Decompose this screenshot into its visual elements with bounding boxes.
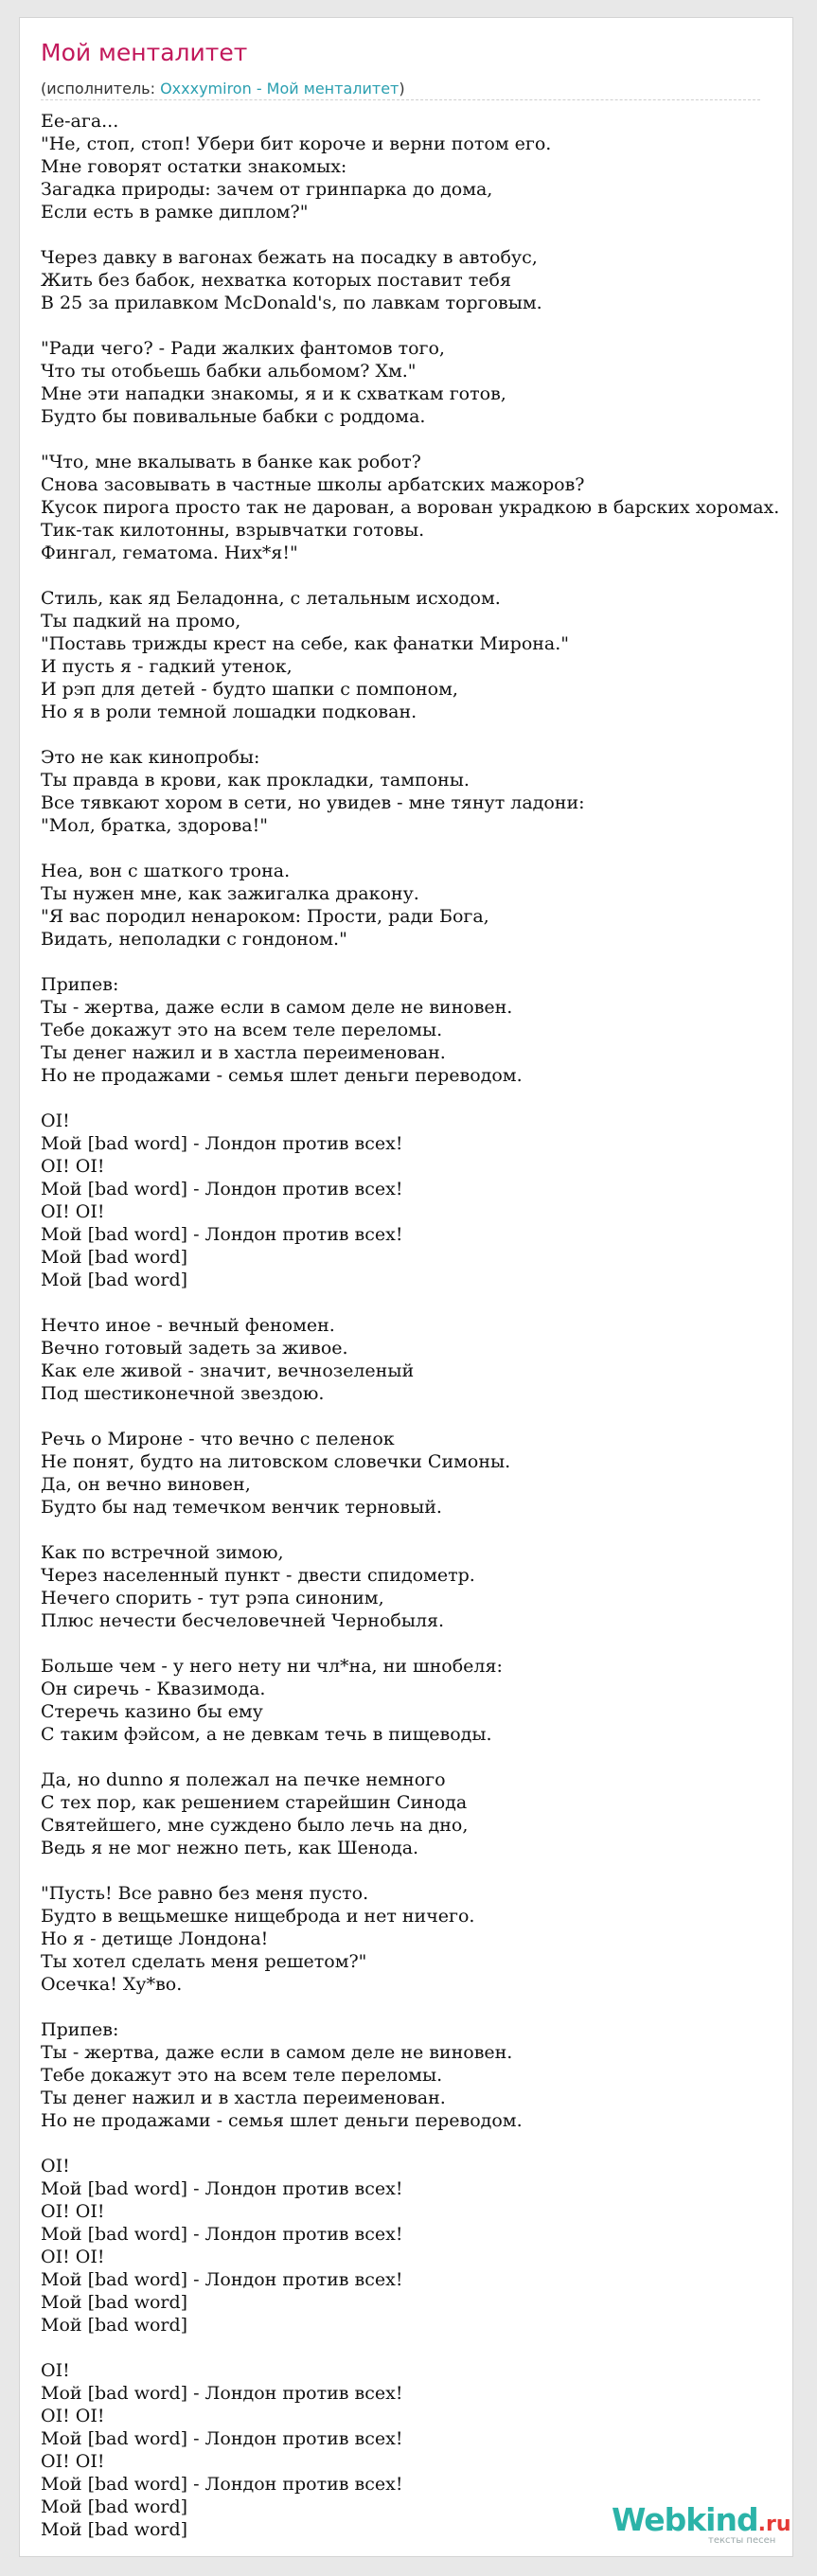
stanza-break: [41, 837, 798, 860]
lyric-line: OI!: [41, 2156, 70, 2176]
lyric-line: Тебе докажут это на всем теле переломы.: [41, 2065, 443, 2086]
lyric-line: Ты нужен мне, как зажигалка дракону.: [41, 883, 419, 904]
lyric-line: Мой [bad word] - Лондон против всех!: [41, 2428, 403, 2449]
lyric-line: Мой [bad word]: [41, 1247, 188, 1268]
lyric-line: OI! OI!: [41, 2247, 105, 2267]
lyric-line: Ты - жертва, даже если в самом деле не виновен.: [41, 2042, 513, 2063]
stanza-break: [41, 428, 798, 451]
stanza-break: [41, 1859, 798, 1882]
lyric-line: Мой [bad word]: [41, 2292, 188, 2313]
lyric-line: Мой [bad word]: [41, 1270, 188, 1290]
lyric-line: Плюс нечести бесчеловечней Чернобыля.: [41, 1610, 445, 1631]
artist-song-link[interactable]: Oxxxymiron - Мой менталитет: [160, 80, 400, 98]
logo-word: Webkind: [612, 2501, 758, 2538]
lyric-line: Нечего спорить - тут рэпа синоним,: [41, 1588, 384, 1608]
lyric-line: Стиль, как яд Беладонна, с летальным исходом.: [41, 588, 501, 609]
lyric-line: Ты - жертва, даже если в самом деле не виновен.: [41, 997, 513, 1018]
stanza-break: [41, 1291, 798, 1314]
lyric-line: Но не продажами - семья шлет деньги переводом.: [41, 2110, 523, 2131]
stanza-break: [41, 723, 798, 746]
stanza-break: [41, 564, 798, 587]
lyric-line: Да, он вечно виновен,: [41, 1474, 251, 1495]
lyric-line: OI! OI!: [41, 1201, 105, 1222]
stanza-break: [41, 1996, 798, 2018]
stanza-break: [41, 314, 798, 337]
lyric-line: Мой [bad word] - Лондон против всех!: [41, 2474, 403, 2495]
lyric-line: Все тявкают хором в сети, но увидев - мне тянут ладони:: [41, 792, 585, 813]
lyric-line: Ее-ага...: [41, 111, 119, 132]
lyric-line: Будто бы повивальные бабки с роддома.: [41, 406, 426, 427]
artist-line: [41, 80, 760, 100]
lyric-line: Мой [bad word] - Лондон против всех!: [41, 2383, 403, 2404]
lyric-line: И пусть я - гадкий утенок,: [41, 656, 293, 677]
lyric-line: "Не, стоп, стоп! Убери бит короче и верни потом его.: [41, 133, 552, 154]
lyric-line: С таким фэйсом, а не девкам течь в пищеводы.: [41, 1724, 492, 1745]
lyric-line: "Я вас породил ненароком: Прости, ради Бога,: [41, 906, 489, 927]
logo-tld: .ru: [757, 2513, 791, 2536]
page-title: Мой менталитет: [41, 39, 248, 66]
lyric-line: Снова засовывать в частные школы арбатских мажоров?: [41, 474, 585, 495]
lyric-line: Видать, неполадки с гондоном.": [41, 929, 347, 950]
stanza-break: [41, 950, 798, 973]
stanza-break: [41, 2132, 798, 2155]
lyric-line: OI!: [41, 1110, 70, 1131]
lyric-line: Будто в вещьмешке нищеброда и нет ничего.: [41, 1906, 475, 1927]
lyrics-card: [19, 17, 793, 2557]
lyric-line: Ведь я не мог нежно петь, как Шенода.: [41, 1838, 419, 1858]
lyric-line: Жить без бабок, нехватка которых поставит тебя: [41, 270, 511, 291]
lyric-line: Он сиречь - Квазимода.: [41, 1679, 266, 1699]
lyric-line: Фингал, гематома. Них*я!": [41, 542, 298, 563]
lyric-line: Осечка! Ху*во.: [41, 1974, 183, 1995]
lyric-line: Мой [bad word]: [41, 2496, 188, 2517]
lyric-line: Тебе докажут это на всем теле переломы.: [41, 1020, 443, 1040]
lyric-line: Через населенный пункт - двести спидометр.: [41, 1565, 475, 1586]
lyric-line: Мой [bad word]: [41, 2315, 188, 2336]
lyric-line: "Мол, братка, здорова!": [41, 815, 269, 836]
lyric-line: Стеречь казино бы ему: [41, 1701, 263, 1722]
lyric-line: OI!: [41, 2360, 70, 2381]
lyric-line: Ты падкий на промо,: [41, 611, 241, 631]
stanza-break: [41, 1746, 798, 1768]
lyric-line: Речь о Мироне - что вечно с пеленок: [41, 1429, 395, 1449]
artist-prefix: (исполнитель:: [41, 80, 161, 98]
lyric-line: Что ты отобьешь бабки альбомом? Хм.": [41, 361, 417, 382]
lyric-line: OI! OI!: [41, 1156, 105, 1177]
lyric-line: Как по встречной зимою,: [41, 1542, 284, 1563]
lyric-line: Мой [bad word] - Лондон против всех!: [41, 1179, 403, 1199]
lyric-line: Неа, вон с шаткого трона.: [41, 861, 291, 881]
lyric-line: Да, но dunno я полежал на печке немного: [41, 1769, 446, 1790]
lyric-line: Но я - детище Лондона!: [41, 1928, 269, 1949]
lyric-line: Нечто иное - вечный феномен.: [41, 1315, 335, 1336]
lyric-line: Не понят, будто на литовском словечки Симоны.: [41, 1451, 511, 1472]
lyric-line: Как еле живой - значит, вечнозеленый: [41, 1360, 415, 1381]
lyric-line: Припев:: [41, 2019, 119, 2040]
lyric-line: Мне эти нападки знакомы, я и к схваткам готов,: [41, 383, 506, 404]
lyric-line: Мой [bad word] - Лондон против всех!: [41, 2224, 403, 2245]
lyric-line: Больше чем - у него нету ни чл*на, ни шнобеля:: [41, 1656, 503, 1677]
webkind-logo[interactable]: [612, 2501, 801, 2546]
artist-suffix: ): [399, 80, 405, 98]
lyric-line: Но я в роли темной лошадки подкован.: [41, 702, 417, 722]
stanza-break: [41, 1087, 798, 1110]
lyric-line: Загадка природы: зачем от гринпарка до дома,: [41, 179, 493, 200]
lyric-line: Мой [bad word] - Лондон против всех!: [41, 2269, 403, 2290]
lyric-line: "Пусть! Все равно без меня пусто.: [41, 1883, 369, 1904]
lyric-line: Через давку в вагонах бежать на посадку в автобус,: [41, 247, 538, 268]
lyric-line: Мой [bad word]: [41, 2519, 188, 2540]
stanza-break: [41, 1405, 798, 1428]
lyric-line: Ты правда в крови, как прокладки, тампоны.: [41, 770, 470, 791]
lyric-line: Вечно готовый задеть за живое.: [41, 1338, 348, 1359]
lyric-line: OI! OI!: [41, 2451, 105, 2472]
lyric-line: Мне говорят остатки знакомых:: [41, 156, 347, 177]
lyric-line: Кусок пирога просто так не дарован, а ворован украдкою в барских хоромах.: [41, 497, 780, 518]
lyric-line: Мой [bad word] - Лондон против всех!: [41, 1224, 403, 1245]
lyric-line: OI! OI!: [41, 2201, 105, 2222]
lyric-line: Но не продажами - семья шлет деньги переводом.: [41, 1065, 523, 1086]
lyric-line: "Поставь трижды крест на себе, как фанатки Мирона.": [41, 633, 570, 654]
lyric-line: Святейшего, мне суждено было лечь на дно,: [41, 1815, 469, 1836]
lyric-line: OI! OI!: [41, 2406, 105, 2426]
lyric-line: Если есть в рамке диплом?": [41, 202, 309, 222]
lyric-line: В 25 за прилавком McDonald's, по лавкам торговым.: [41, 293, 542, 313]
lyric-line: Ты хотел сделать меня решетом?": [41, 1951, 367, 1972]
lyric-line: Тик-так килотонны, взрывчатки готовы.: [41, 520, 425, 541]
stanza-break: [41, 1632, 798, 1655]
lyric-line: "Что, мне вкалывать в банке как робот?: [41, 452, 421, 472]
lyrics-text: [41, 110, 798, 2541]
lyric-line: Это не как кинопробы:: [41, 747, 260, 768]
lyric-line: Ты денег нажил и в хастла переименован.: [41, 2087, 446, 2108]
lyric-line: Ты денег нажил и в хастла переименован.: [41, 1042, 446, 1063]
stanza-break: [41, 1519, 798, 1541]
lyric-line: "Ради чего? - Ради жалких фантомов того,: [41, 338, 445, 359]
lyric-line: Мой [bad word] - Лондон против всех!: [41, 1133, 403, 1154]
lyric-line: Припев:: [41, 974, 119, 995]
lyric-line: С тех пор, как решением старейшин Синода: [41, 1792, 468, 1813]
stanza-break: [41, 2336, 798, 2359]
stanza-break: [41, 223, 798, 246]
logo-tagline: тексты песен: [708, 2535, 776, 2546]
lyric-line: Будто бы над темечком венчик терновый.: [41, 1497, 442, 1518]
lyric-line: И рэп для детей - будто шапки с помпоном,: [41, 679, 458, 700]
lyric-line: Под шестиконечной звездою.: [41, 1383, 325, 1404]
lyric-line: Мой [bad word] - Лондон против всех!: [41, 2178, 403, 2199]
